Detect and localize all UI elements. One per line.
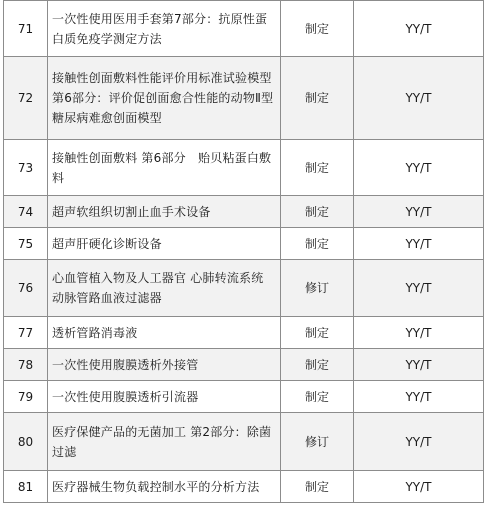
table-row [4,1,484,57]
standard-code: YY/T [354,471,484,503]
row-number: 77 [4,317,48,349]
table-row [4,140,484,196]
standard-name: 一次性使用腹膜透析外接管 [48,349,281,381]
standard-code: YY/T [354,140,484,196]
standard-type: 制定 [281,228,354,260]
row-number: 73 [4,140,48,196]
table-row [4,381,484,413]
row-number: 72 [4,57,48,140]
standard-name: 一次性使用医用手套第7部分：抗原性蛋白质免疫学测定方法 [48,1,281,57]
standards-table [3,0,484,503]
table-row [4,260,484,317]
table-row [4,57,484,140]
row-number: 71 [4,1,48,57]
standard-name: 一次性使用腹膜透析引流器 [48,381,281,413]
table-row [4,413,484,471]
standard-type: 制定 [281,1,354,57]
standard-type: 修订 [281,413,354,471]
row-number: 76 [4,260,48,317]
row-number: 80 [4,413,48,471]
standard-code: YY/T [354,57,484,140]
standard-type: 制定 [281,196,354,228]
standard-code: YY/T [354,260,484,317]
standards-table-container [3,0,484,503]
row-number: 75 [4,228,48,260]
standard-type: 修订 [281,260,354,317]
row-number: 79 [4,381,48,413]
standard-name: 超声肝硬化诊断设备 [48,228,281,260]
standard-code: YY/T [354,317,484,349]
table-row [4,471,484,503]
standard-code: YY/T [354,196,484,228]
row-number: 74 [4,196,48,228]
standard-type: 制定 [281,140,354,196]
table-row [4,317,484,349]
row-number: 78 [4,349,48,381]
table-row [4,349,484,381]
standard-name: 透析管路消毒液 [48,317,281,349]
standard-name: 医疗器械生物负载控制水平的分析方法 [48,471,281,503]
standard-type: 制定 [281,57,354,140]
standard-code: YY/T [354,349,484,381]
row-number: 81 [4,471,48,503]
standard-code: YY/T [354,381,484,413]
standard-code: YY/T [354,1,484,57]
standard-name: 超声软组织切割止血手术设备 [48,196,281,228]
table-row [4,196,484,228]
standard-type: 制定 [281,471,354,503]
standard-name: 接触性创面敷料性能评价用标准试验模型 第6部分：评价促创面愈合性能的动物Ⅱ型糖尿病难愈创面模型 [48,57,281,140]
standard-type: 制定 [281,349,354,381]
standard-type: 制定 [281,381,354,413]
standard-code: YY/T [354,228,484,260]
standard-code: YY/T [354,413,484,471]
standard-name: 医疗保健产品的无菌加工 第2部分：除菌过滤 [48,413,281,471]
standard-type: 制定 [281,317,354,349]
table-row [4,228,484,260]
standard-name: 心血管植入物及人工器官 心肺转流系统 动脉管路血液过滤器 [48,260,281,317]
standard-name: 接触性创面敷料 第6部分 贻贝粘蛋白敷料 [48,140,281,196]
